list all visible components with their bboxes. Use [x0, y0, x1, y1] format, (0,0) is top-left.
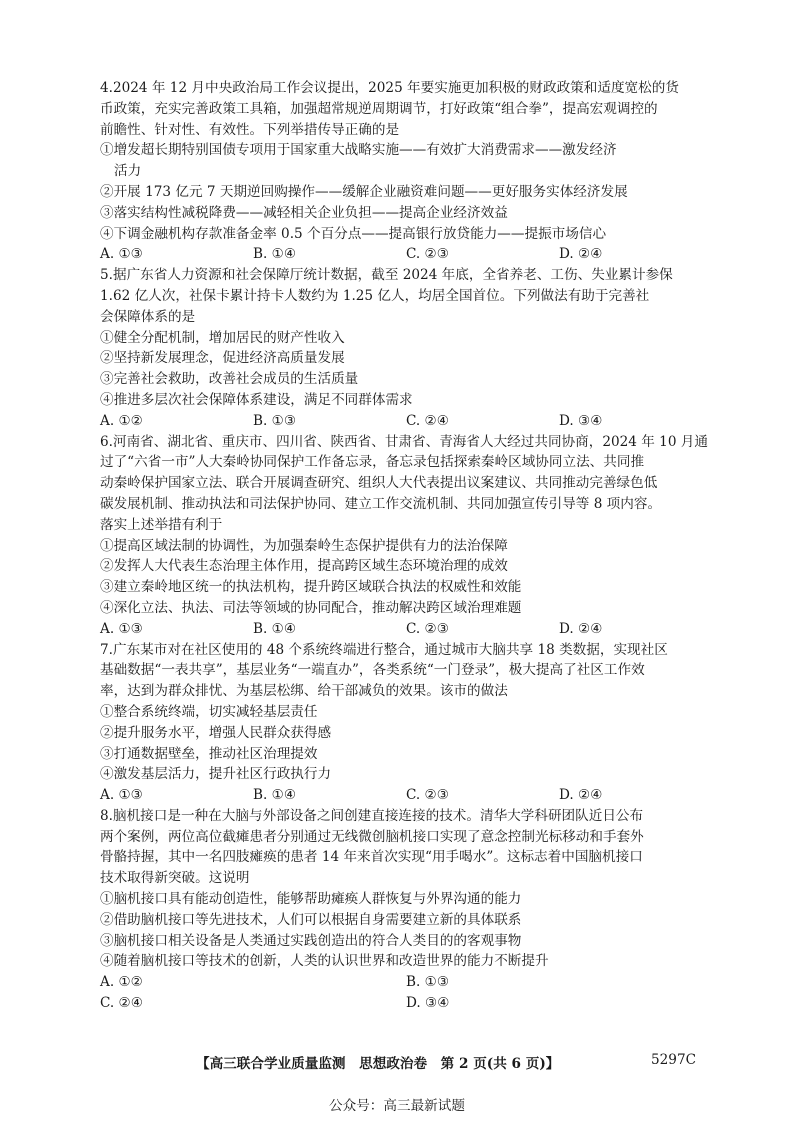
- question-8: [100, 806, 712, 1014]
- exam-code: 5297C: [651, 1052, 696, 1068]
- question-stem-line: 率，达到为群众排忧、为基层松绑、给干部减负的效果。该市的做法: [100, 683, 508, 700]
- option-c: C. ②③: [406, 787, 449, 804]
- option-d: D. ②④: [559, 246, 603, 263]
- statement-item: ②开展 173 亿元 7 天期逆回购操作——缓解企业融资难问题——更好服务实体经济发展: [100, 183, 628, 200]
- option-a: A. ①②: [100, 412, 143, 429]
- answer-options: [100, 785, 712, 806]
- option-d: D. ③④: [559, 412, 603, 429]
- question-4: [100, 78, 712, 265]
- question-stem-line: 基础数据“一表共享”，基层业务“一端直办”，各类系统“一门登录”，极大提高了社区工作效: [100, 662, 645, 679]
- question-stem-line: 1.62 亿人次，社保卡累计持卡人数约为 1.25 亿人，均居全国首位。下列做法有助于完善社: [100, 287, 650, 304]
- question-stem-line: 落实上述举措有利于: [100, 516, 223, 533]
- question-stem-line: 过了“六省一市”人大秦岭协同保护工作备忘录，备忘录包括探索秦岭区域协同立法、共同推: [100, 454, 645, 471]
- option-d: D. ②④: [559, 787, 603, 804]
- question-stem-line: 币政策，充实完善政策工具箱，加强超常规逆周期调节，打好政策“组合拳”，提高宏观调控的: [100, 100, 658, 117]
- option-a: A. ①③: [100, 787, 143, 804]
- statement-item: ④下调金融机构存款准备金率 0.5 个百分点——提高银行放贷能力——提振市场信心: [100, 225, 607, 242]
- question-stem-line: 骨骼持握，其中一名四肢瘫痪的患者 14 年来首次实现“用手喝水”。这标志着中国脑机接口: [100, 849, 643, 866]
- question-5: [100, 265, 712, 431]
- question-stem-line: 两个案例，两位高位截瘫患者分别通过无线微创脑机接口实现了意念控制光标移动和手套外: [100, 828, 644, 845]
- statement-item: ①健全分配机制，增加居民的财产性收入: [100, 329, 345, 346]
- statement-item: ④随着脑机接口等技术的创新，人类的认识世界和改造世界的能力不断提升: [100, 953, 549, 970]
- option-c: C. ②③: [406, 620, 449, 637]
- answer-options: [100, 972, 712, 1014]
- question-stem-line: 碳发展机制、推动执法和司法保护协同、建立工作交流机制、共同加强宣传引导等 8 项内容。: [100, 495, 662, 512]
- option-c: C. ②④: [406, 412, 449, 429]
- statement-item: ③打通数据壁垒，推动社区治理提效: [100, 745, 318, 762]
- option-b: B. ①④: [253, 787, 297, 804]
- bottom-note: 公众号：高三最新试题: [329, 1098, 465, 1114]
- question-stem-line: 7.广东某市对在社区使用的 48 个系统终端进行整合，通过城市大脑共享 18 类数据，实现社区: [100, 641, 668, 658]
- question-stem-line: 5.据广东省人力资源和社会保障厅统计数据，截至 2024 年底，全省养老、工伤、失业累计参保: [100, 267, 673, 284]
- answer-options: [100, 619, 712, 640]
- question-stem-line: 会保障体系的是: [100, 308, 196, 325]
- option-b: B. ①④: [253, 246, 297, 263]
- statement-item: ③建立秦岭地区统一的执法机构，提升跨区域联合执法的权威性和效能: [100, 579, 522, 596]
- option-c: C. ②④: [100, 995, 143, 1012]
- option-d: D. ③④: [406, 995, 450, 1012]
- option-d: D. ②④: [559, 620, 603, 637]
- statement-item: ①整合系统终端，切实减轻基层责任: [100, 703, 318, 720]
- question-6: [100, 432, 712, 640]
- option-a: A. ①③: [100, 246, 143, 263]
- question-stem-line: 前瞻性、针对性、有效性。下列举措传导正确的是: [100, 121, 400, 138]
- statement-item: ②坚持新发展理念，促进经济高质量发展: [100, 350, 345, 367]
- statement-item: ④推进多层次社会保障体系建设，满足不同群体需求: [100, 391, 413, 408]
- question-stem-line: 8.脑机接口是一种在大脑与外部设备之间创建直接连接的技术。清华大学科研团队近日公布: [100, 807, 644, 824]
- statement-item: ①提高区域法制的协调性，为加强秦岭生态保护提供有力的法治保障: [100, 537, 508, 554]
- statement-item: ②借助脑机接口等先进技术，人们可以根据自身需要建立新的具体联系: [100, 911, 522, 928]
- statement-item: ②提升服务水平，增强人民群众获得感: [100, 724, 332, 741]
- statement-item-continuation: 活力: [114, 163, 142, 180]
- answer-options: [100, 411, 712, 432]
- footer-label: 【高三联合学业质量监测 思想政治卷 第 2 页(共 6 页)】: [196, 1056, 560, 1072]
- option-b: B. ①③: [406, 974, 450, 991]
- statement-item: ③落实结构性减税降费——减轻相关企业负担——提高企业经济效益: [100, 204, 508, 221]
- statement-item: ①脑机接口具有能动创造性，能够帮助瘫痪人群恢复与外界沟通的能力: [100, 891, 522, 908]
- answer-options: [100, 244, 712, 265]
- option-a: A. ①③: [100, 620, 143, 637]
- question-stem-line: 4.2024 年 12 月中央政治局工作会议提出，2025 年要实施更加积极的财政政策和适度宽松的货: [100, 80, 679, 96]
- question-stem-line: 动秦岭保护国家立法、联合开展调查研究、组织人大代表提出议案建议、共同推动完善绿色低: [100, 475, 658, 492]
- question-7: [100, 640, 712, 806]
- statement-item: ③脑机接口相关设备是人类通过实践创造出的符合人类目的的客观事物: [100, 932, 522, 949]
- question-stem-line: 技术取得新突破。这说明: [100, 870, 250, 887]
- statement-item: ③完善社会救助，改善社会成员的生活质量: [100, 371, 359, 388]
- option-a: A. ①②: [100, 974, 143, 991]
- option-c: C. ②③: [406, 246, 449, 263]
- exam-page: [100, 78, 712, 1014]
- statement-item: ①增发超长期特别国债专项用于国家重大战略实施——有效扩大消费需求——激发经济: [100, 142, 617, 159]
- question-stem-line: 6.河南省、湖北省、重庆市、四川省、陕西省、甘肃省、青海省人大经过共同协商，2024 年 10 月通: [100, 433, 708, 450]
- statement-item: ④激发基层活力，提升社区行政执行力: [100, 766, 332, 783]
- statement-item: ②发挥人大代表生态治理主体作用，提高跨区域生态环境治理的成效: [100, 558, 508, 575]
- statement-item: ④深化立法、执法、司法等领域的协同配合，推动解决跨区域治理难题: [100, 599, 522, 616]
- option-b: B. ①④: [253, 620, 297, 637]
- option-b: B. ①③: [253, 412, 297, 429]
